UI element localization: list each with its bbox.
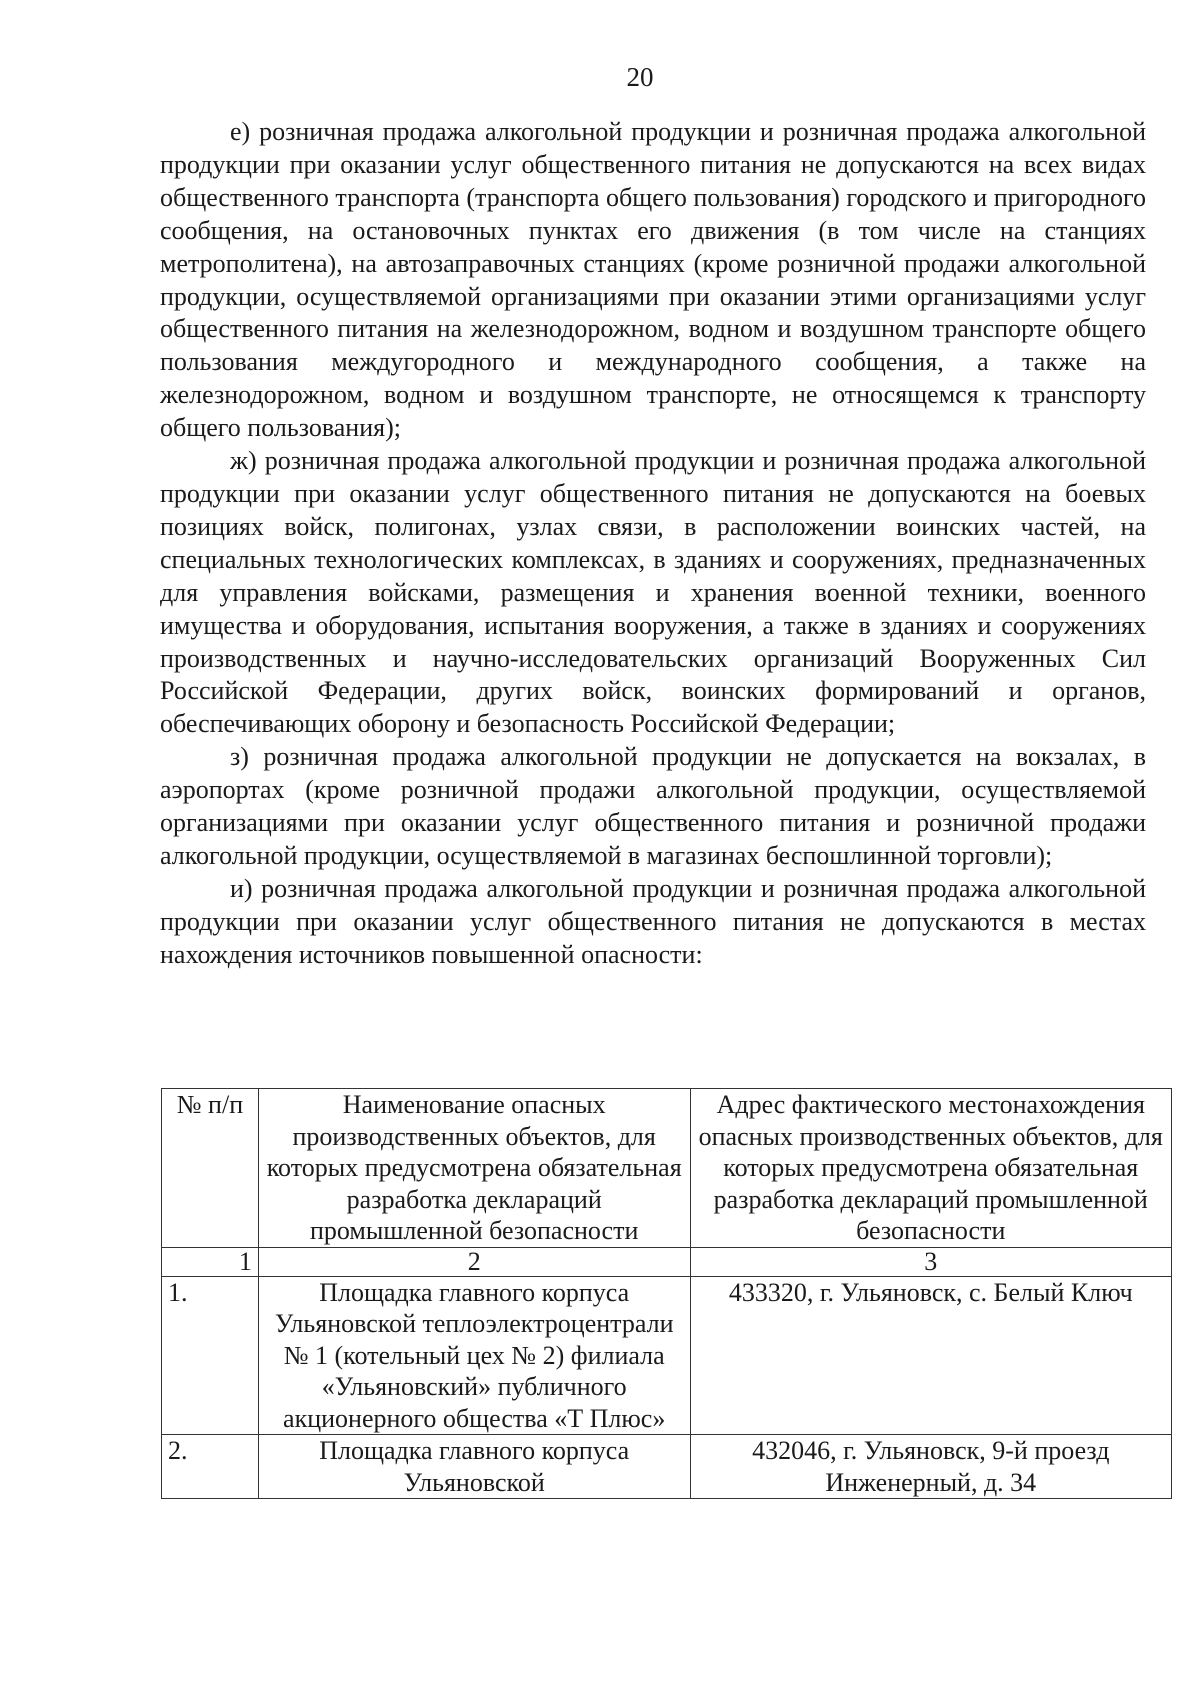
object-name: Площадка главного корпуса Ульяновской: [258, 1435, 690, 1499]
header-address: Адрес фактического местонахождения опасных производственных объектов, для которых предусмотрена обязательная разработка деклараций промышленной безопасности: [690, 1089, 1171, 1248]
column-number-row: [162, 1247, 1172, 1276]
hazard-objects-table: [161, 1088, 1172, 1499]
header-object-name: Наименование опасных производственных объектов, для которых предусмотрена обязательная разработка деклараций промышленной безопасности: [258, 1089, 690, 1248]
table-header-row: [162, 1089, 1172, 1248]
row-number: 2.: [162, 1435, 259, 1499]
row-number: 1.: [162, 1276, 259, 1435]
column-number: 3: [690, 1247, 1171, 1276]
object-address: 433320, г. Ульяновск, с. Белый Ключ: [690, 1276, 1171, 1435]
paragraph-zh: ж) розничная продажа алкогольной продукции и розничная продажа алкогольной продукции при оказании услуг общественного питания не допускаются на боевых позициях войск, полигонах, узлах связи, в расположении воинских частей, на специальных технологических комплексах, в зданиях и сооружениях, предназначенных для управления войсками, размещения и хранения военной техники, военного имущества и оборудования, испытания вооружения, а также в зданиях и сооружениях производственных и научно-исследовательских организаций Вооруженных Сил Российской Федерации, других войск, воинских формирований и органов, обеспечивающих оборону и безопасность Российской Федерации;: [160, 446, 1146, 739]
table-row: [162, 1435, 1172, 1499]
column-number: 1: [162, 1247, 259, 1276]
page-number: 20: [626, 62, 654, 92]
paragraph-z: з) розничная продажа алкогольной продукции не допускается на вокзалах, в аэропортах (кроме розничной продажи алкогольной продукции, осуществляемой организациями при оказании услуг общественного питания и розничной продажи алкогольной продукции, осуществляемой в магазинах беспошлинной торговли);: [160, 742, 1146, 870]
column-number: 2: [258, 1247, 690, 1276]
paragraph-i: и) розничная продажа алкогольной продукции и розничная продажа алкогольной продукции при оказании услуг общественного питания не допускаются в местах нахождения источников повышенной опасности:: [160, 873, 1146, 969]
object-name: Площадка главного корпуса Ульяновской теплоэлектроцентрали № 1 (котельный цех № 2) филиала «Ульяновский» публичного акционерного общества «Т Плюс»: [258, 1276, 690, 1435]
header-number: № п/п: [162, 1089, 259, 1248]
object-address: 432046, г. Ульяновск, 9-й проезд Инженерный, д. 34: [690, 1435, 1171, 1499]
document-body: [160, 116, 1146, 972]
table-row: [162, 1276, 1172, 1435]
paragraph-e: е) розничная продажа алкогольной продукции и розничная продажа алкогольной продукции при оказании услуг общественного питания не допускаются на всех видах общественного транспорта (транспорта общего пользования) городского и пригородного сообщения, на остановочных пунктах его движения (в том числе на станциях метрополитена), на автозаправочных станциях (кроме розничной продажи алкогольной продукции, осуществляемой организациями при оказании этими организациями услуг общественного питания на железнодорожном, водном и воздушном транспорте общего пользования междугородного и международного сообщения, а также на железнодорожном, водном и воздушном транспорте, не относящемся к транспорту общего пользования);: [160, 117, 1146, 443]
